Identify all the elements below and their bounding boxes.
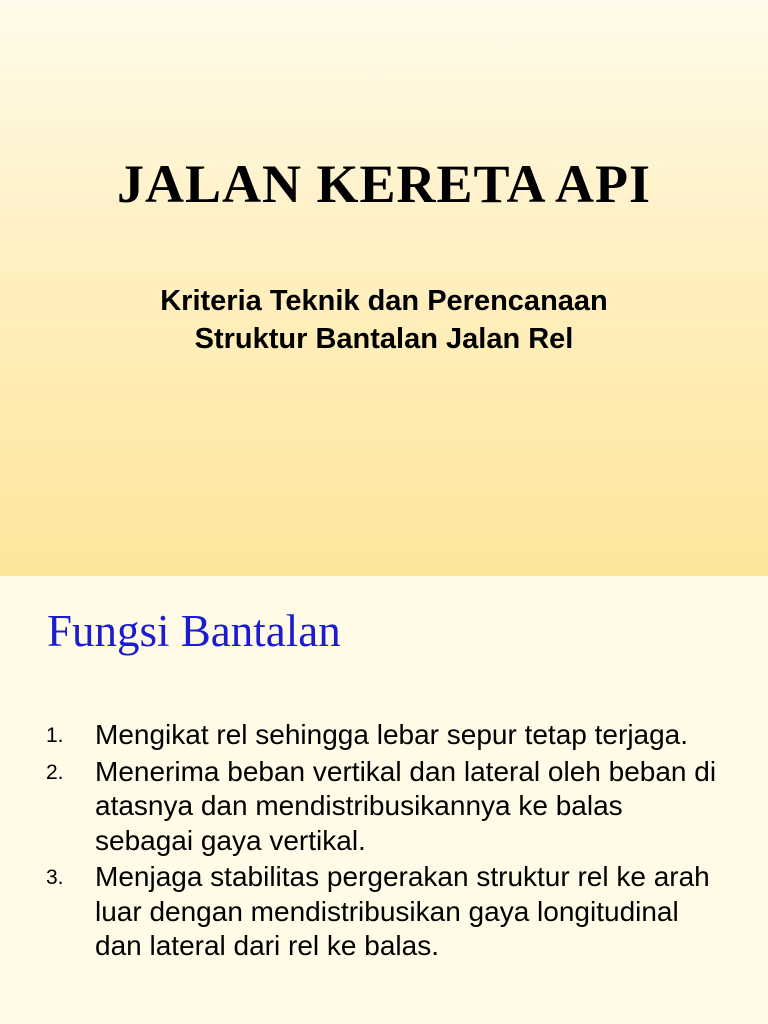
subtitle-line-1: Kriteria Teknik dan Perencanaan [160,285,608,317]
content-slide [0,576,768,1024]
list-item-text: Mengikat rel sehingga lebar sepur tetap terjaga. [95,719,689,750]
list-item-text: Menjaga stabilitas pergerakan struktur rel ke arah luar dengan mendistribusikan gaya longitudinal dan lateral dari rel ke balas. [95,861,710,961]
content-slide-title: Fungsi Bantalan [47,606,341,656]
list-item-2 [0,755,768,859]
list-item-1 [0,718,768,753]
list-item-text: Menerima beban vertikal dan lateral oleh beban di atasnya dan mendistribusikannya ke balas sebagai gaya vertikal. [95,755,717,856]
function-list [0,718,768,966]
list-item-3 [0,860,768,964]
list-item-number: 1. [46,724,64,747]
slide-title: JALAN KERETA API [116,154,652,214]
list-item-number: 3. [46,866,64,889]
slide-subtitle [0,282,768,358]
list-item-number: 2. [46,760,64,784]
subtitle-line-2: Struktur Bantalan Jalan Rel [194,323,574,355]
